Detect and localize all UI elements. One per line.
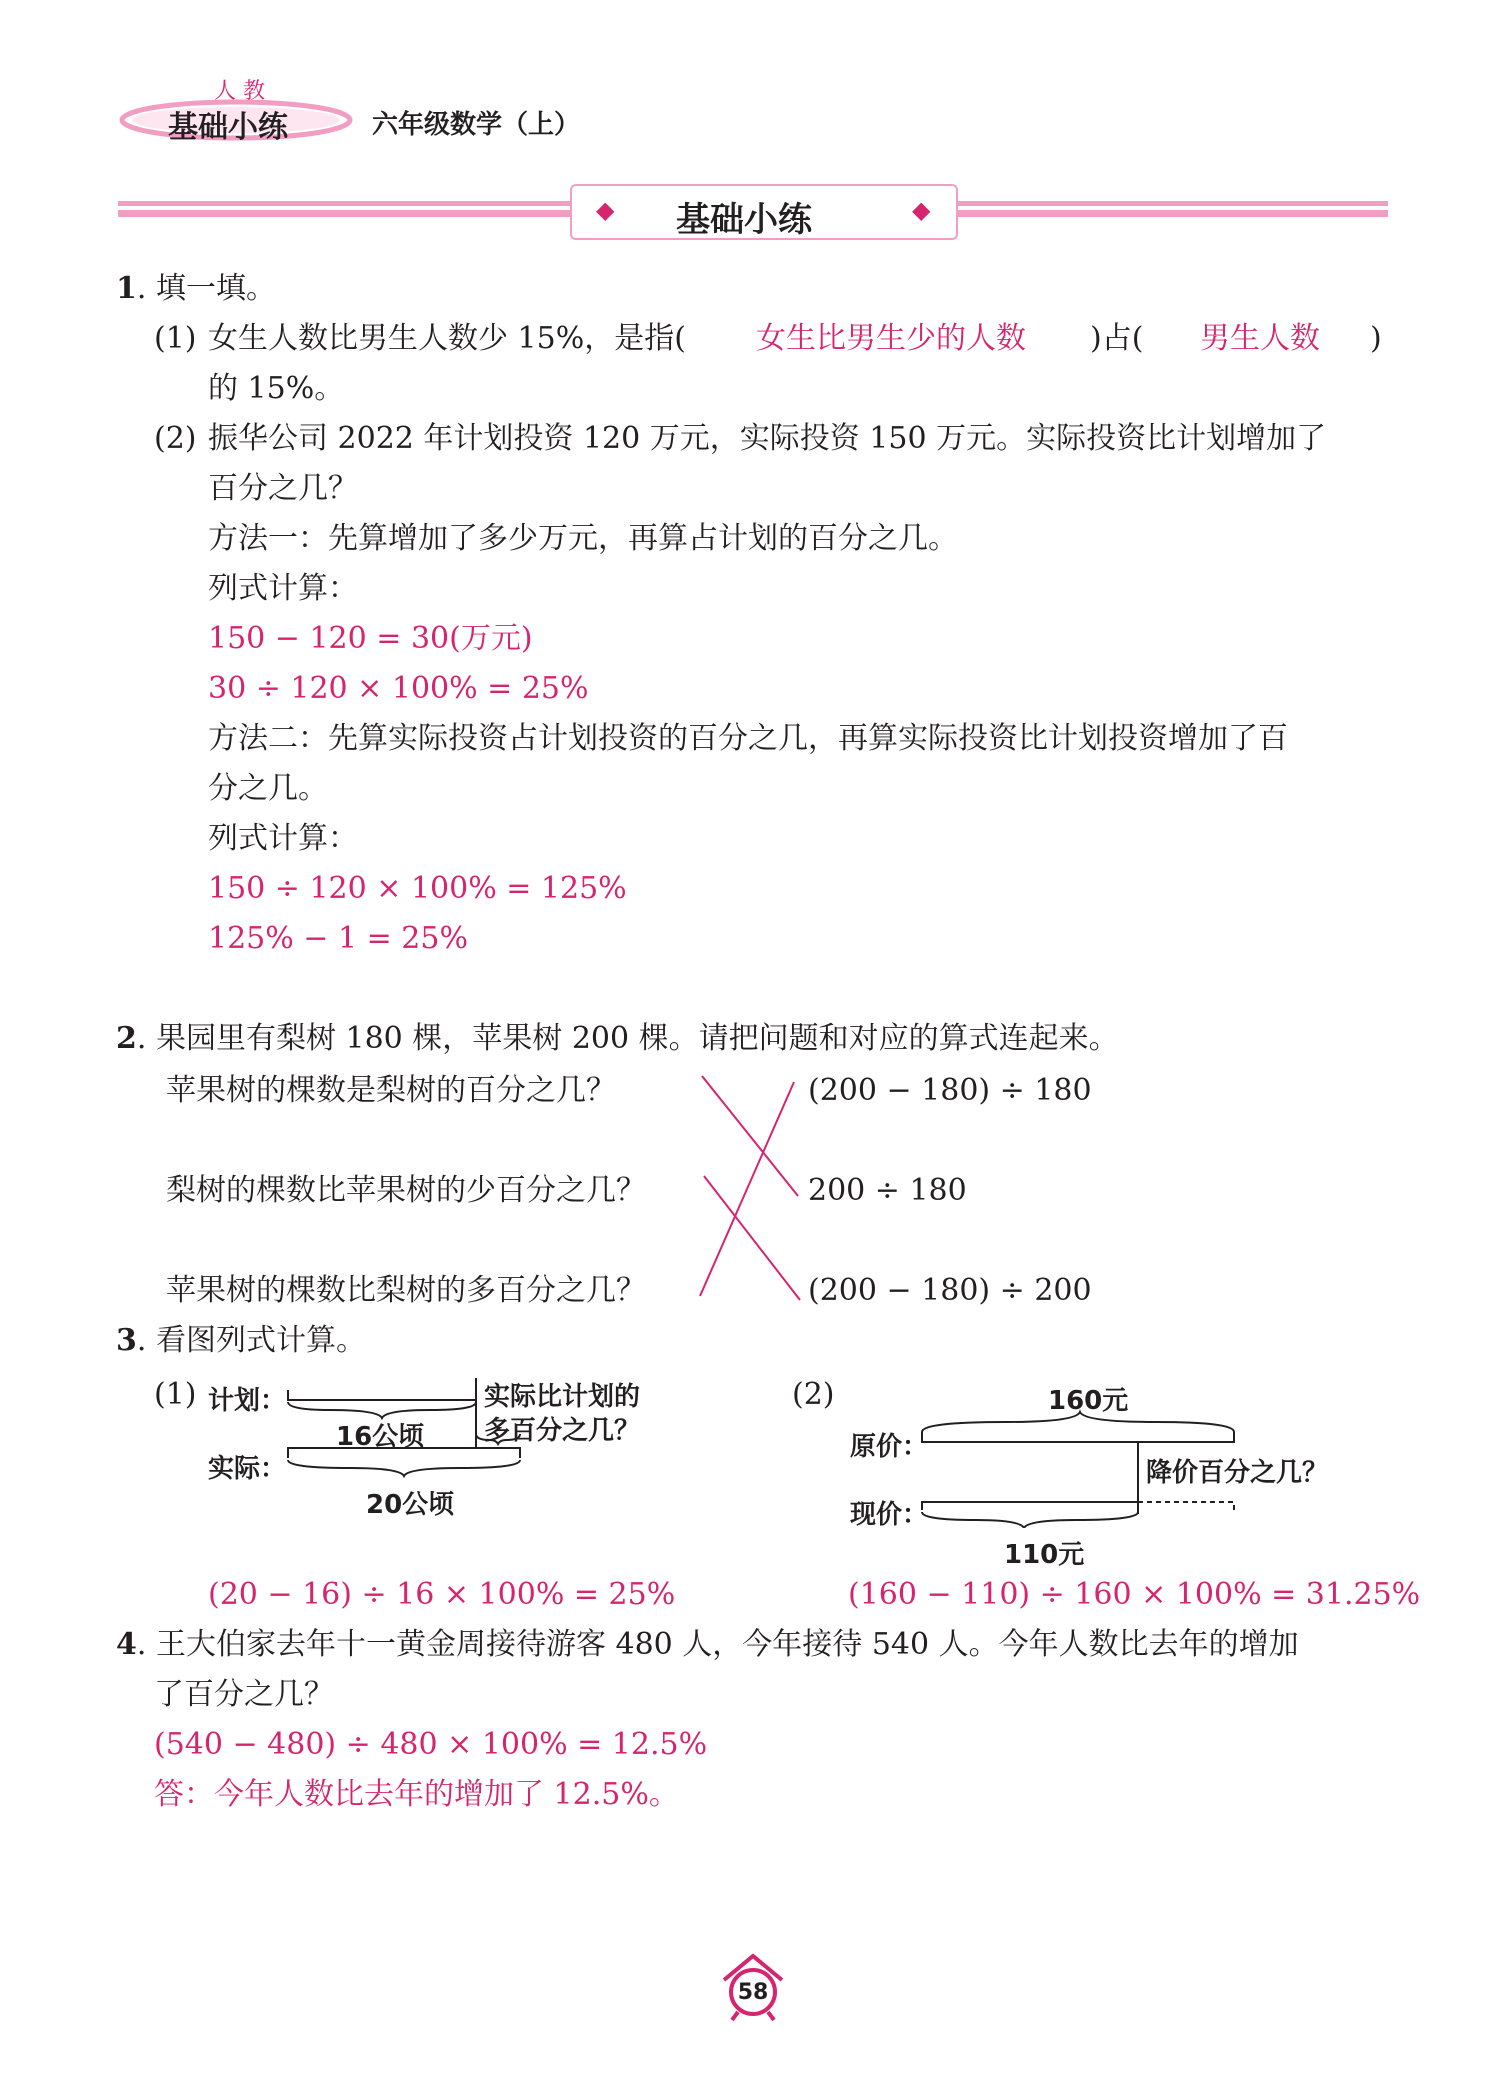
q3-heading: 3. 看图列式计算。	[116, 1323, 366, 1358]
q1-p2-label: (2)	[154, 421, 197, 456]
q1-p2-ans2a: 150 ÷ 120 × 100% = 125%	[208, 871, 627, 906]
section-band-right	[956, 200, 1388, 222]
q2-title: 果园里有梨树 180 棵，苹果树 200 棵。请把问题和对应的算式连起来。	[155, 1021, 1119, 1056]
q3-d1-answer: (20 − 16) ÷ 16 × 100% = 25%	[208, 1577, 676, 1612]
plan-bar	[288, 1390, 476, 1400]
q4-reply: 答：今年人数比去年的增加了 12.5%。	[154, 1777, 679, 1812]
q2-question-1: 苹果树的棵数是梨树的百分之几？	[166, 1073, 616, 1108]
q3-d1-plan-label: 计划：	[208, 1386, 287, 1416]
q4-answer: (540 − 480) ÷ 480 × 100% = 12.5%	[154, 1727, 708, 1762]
q1-p2-line2: 百分之几？	[208, 471, 358, 506]
q1-p2-calc-label2: 列式计算：	[208, 821, 358, 856]
q4-number: 4	[116, 1627, 137, 1662]
q1-p1-blank1: 女生比男生少的人数	[756, 321, 1026, 356]
diamond-icon: ◆	[912, 196, 931, 224]
match-line	[702, 1076, 798, 1196]
match-line	[704, 1176, 800, 1300]
diamond-icon: ◆	[596, 196, 615, 224]
q3-d2-label: (2)	[792, 1377, 835, 1412]
q3-d2-question: 降价百分之几？	[1146, 1458, 1329, 1488]
q1-p2-method1: 方法一：先算增加了多少万元，再算占计划的百分之几。	[208, 521, 958, 556]
q2-match-lines	[690, 1068, 810, 1318]
q4-line1-text: 王大伯家去年十一黄金周接待游客 480 人，今年接待 540 人。今年人数比去年的增加	[155, 1627, 1299, 1662]
q4-line2: 了百分之几？	[154, 1677, 334, 1712]
now-bar	[922, 1502, 1138, 1510]
q1-p2-calc-label1: 列式计算：	[208, 571, 358, 606]
q3-d2-now-label: 现价：	[850, 1500, 929, 1530]
q1-p1-text-d: 的 15%。	[208, 371, 345, 406]
q3-d2-answer: (160 − 110) ÷ 160 × 100% = 31.25%	[848, 1577, 1421, 1612]
q3-d1-actual-value: 20公顷	[366, 1490, 455, 1520]
q1-p1-blank2: 男生人数	[1200, 321, 1320, 356]
q3-d1-question-l2: 多百分之几？	[484, 1416, 641, 1446]
orig-bar	[922, 1432, 1234, 1442]
section-band-left	[118, 200, 570, 222]
dashed-bar	[1138, 1502, 1234, 1510]
top-brace	[922, 1412, 1234, 1432]
actual-brace	[288, 1460, 520, 1476]
series-name: 基础小练	[168, 110, 288, 145]
q2-heading: 2. 果园里有梨树 180 棵，苹果树 200 棵。请把问题和对应的算式连起来。	[116, 1021, 1119, 1056]
q3-d1-plan-value: 16公顷	[336, 1422, 425, 1452]
series-top: 人 教	[214, 79, 265, 104]
q3-d2-now-value: 110元	[1004, 1540, 1085, 1570]
q1-p1-text-c: )	[1370, 321, 1382, 356]
q1-p2-method2-line1: 方法二：先算实际投资占计划投资的百分之几，再算实际投资比计划投资增加了百	[208, 721, 1288, 756]
q1-p2-ans1a: 150 − 120 = 30(万元)	[208, 621, 533, 656]
q2-question-3: 苹果树的棵数比梨树的多百分之几？	[166, 1273, 646, 1308]
q2-formula-2: 200 ÷ 180	[808, 1173, 967, 1208]
subject-title: 六年级数学（上）	[372, 110, 581, 140]
q1-p2-method2-line2: 分之几。	[208, 771, 328, 806]
q1-title: 填一填。	[155, 271, 276, 306]
now-brace	[922, 1512, 1138, 1528]
q1-p1-text-a: 女生人数比男生人数少 15%，是指(	[208, 321, 686, 356]
q4-line1: 4. 王大伯家去年十一黄金周接待游客 480 人，今年接待 540 人。今年人数比去年的增加	[116, 1627, 1299, 1662]
q1-p1-text-b: )占(	[1090, 321, 1144, 356]
q3-d1-question-l1: 实际比计划的	[484, 1382, 641, 1412]
q1-p1-label: (1)	[154, 321, 197, 356]
q1-heading: 1. 填一填。	[116, 271, 276, 306]
section-title-box	[570, 184, 958, 240]
header-logo	[118, 74, 363, 146]
page-number: 58	[737, 1980, 769, 2005]
q3-d1-label: (1)	[154, 1377, 197, 1412]
q2-question-2: 梨树的棵数比苹果树的少百分之几？	[166, 1173, 646, 1208]
q1-p2-ans2b: 125% − 1 = 25%	[208, 921, 468, 956]
q3-d1-actual-label: 实际：	[208, 1454, 287, 1484]
q2-formula-1: (200 − 180) ÷ 180	[808, 1073, 1092, 1108]
q3-number: 3	[116, 1323, 137, 1358]
q3-d2-top-value: 160元	[1048, 1386, 1129, 1416]
q2-formula-3: (200 − 180) ÷ 200	[808, 1273, 1092, 1308]
q1-p2-line1: 振华公司 2022 年计划投资 120 万元，实际投资 150 万元。实际投资比计划增加了	[208, 421, 1327, 456]
q3-title: 看图列式计算。	[155, 1323, 366, 1358]
section-title: 基础小练	[676, 200, 812, 240]
q1-number: 1	[116, 271, 137, 306]
q2-number: 2	[116, 1021, 137, 1056]
q3-d2-orig-label: 原价：	[850, 1432, 929, 1462]
q1-p2-ans1b: 30 ÷ 120 × 100% = 25%	[208, 671, 589, 706]
